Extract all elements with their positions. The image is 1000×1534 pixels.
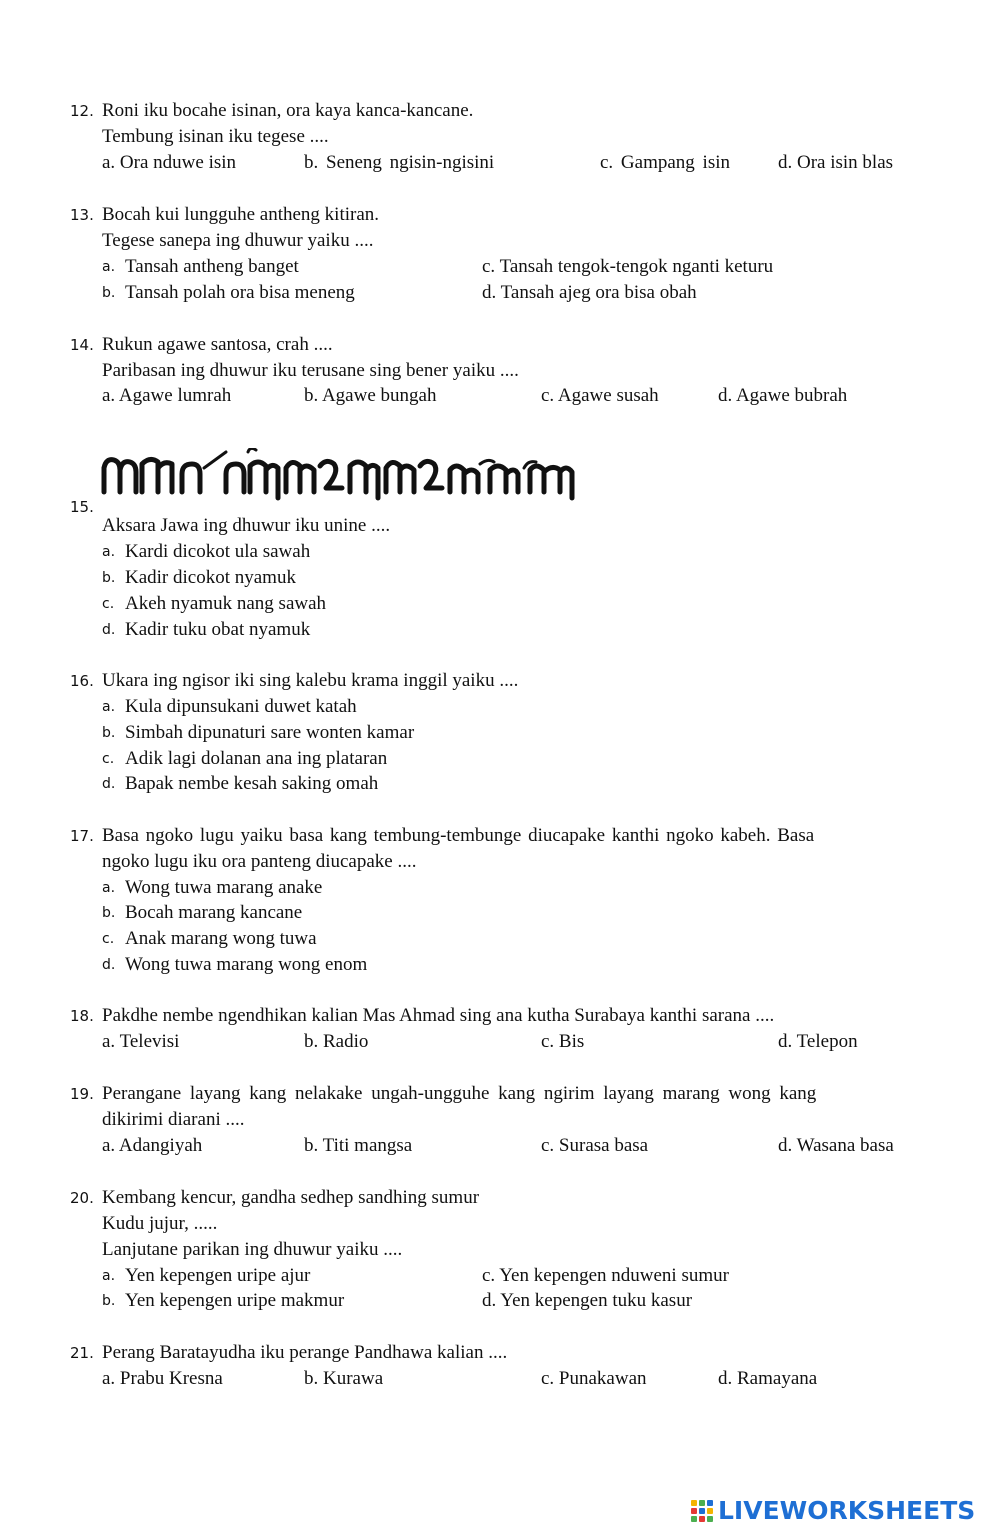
option-a[interactable]: Wong tuwa marang anake xyxy=(125,877,323,898)
question-stem: ngoko lugu iku ora panteng diucapake .... xyxy=(102,851,417,872)
question-stem: Kudu jujur, ..... xyxy=(102,1213,218,1234)
option-letter: b. xyxy=(102,905,116,921)
option-d[interactable]: d. Telepon xyxy=(778,1031,858,1052)
option-letter: a. xyxy=(102,1268,116,1284)
question-number: 16. xyxy=(70,672,94,690)
option-c[interactable]: Akeh nyamuk nang sawah xyxy=(125,593,327,614)
option-d[interactable]: d. Wasana basa xyxy=(778,1135,894,1156)
option-b[interactable]: b. Seneng ngisin-ngisini xyxy=(304,152,495,173)
option-letter: d. xyxy=(102,776,116,792)
option-d[interactable]: d. Yen kepengen tuku kasur xyxy=(482,1290,693,1311)
option-b[interactable]: b. Kurawa xyxy=(304,1368,384,1389)
option-c[interactable]: c. Agawe susah xyxy=(541,385,659,406)
question-stem: Kembang kencur, gandha sedhep sandhing sumur xyxy=(102,1187,480,1208)
option-d[interactable]: Kadir tuku obat nyamuk xyxy=(125,619,311,640)
brand-name: LIVEWORKSHEETS xyxy=(718,1496,976,1525)
option-d[interactable]: d. Ramayana xyxy=(718,1368,818,1389)
question-number: 12. xyxy=(70,102,94,120)
option-a[interactable]: a. Prabu Kresna xyxy=(102,1368,223,1389)
option-letter: a. xyxy=(102,699,116,715)
option-b[interactable]: b. Agawe bungah xyxy=(304,385,437,406)
option-letter: c. xyxy=(102,931,115,947)
option-b[interactable]: Tansah polah ora bisa meneng xyxy=(125,282,355,303)
question-stem: Tegese sanepa ing dhuwur yaiku .... xyxy=(102,230,374,251)
option-a[interactable]: a. Televisi xyxy=(102,1031,180,1052)
option-c[interactable]: c. Bis xyxy=(541,1031,585,1052)
option-letter: b. xyxy=(102,570,116,586)
option-c[interactable]: c. Gampang isin xyxy=(600,152,731,173)
liveworksheets-logo-icon xyxy=(690,1499,714,1523)
option-b[interactable]: b. Radio xyxy=(304,1031,369,1052)
option-a[interactable]: a. Adangiyah xyxy=(102,1135,203,1156)
option-b[interactable]: Yen kepengen uripe makmur xyxy=(125,1290,345,1311)
option-letter: b. xyxy=(102,285,116,301)
question-stem: Basa ngoko lugu yaiku basa kang tembung-tembunge diucapake kanthi ngoko kabeh. Basa xyxy=(102,825,815,846)
question-number: 14. xyxy=(70,336,94,354)
option-a[interactable]: Yen kepengen uripe ajur xyxy=(125,1265,311,1286)
question-stem: Lanjutane parikan ing dhuwur yaiku .... xyxy=(102,1239,403,1260)
javanese-script-image xyxy=(100,448,576,508)
question-stem: Perang Baratayudha iku perange Pandhawa kalian .... xyxy=(102,1342,508,1363)
option-d[interactable]: d. Tansah ajeg ora bisa obah xyxy=(482,282,697,303)
option-letter: a. xyxy=(102,880,116,896)
option-c[interactable]: Anak marang wong tuwa xyxy=(125,928,317,949)
option-d[interactable]: d. Agawe bubrah xyxy=(718,385,848,406)
option-b[interactable]: Kadir dicokot nyamuk xyxy=(125,567,296,588)
option-c[interactable]: c. Punakawan xyxy=(541,1368,647,1389)
option-c[interactable]: c. Tansah tengok-tengok nganti keturu xyxy=(482,256,774,277)
question-stem: Bocah kui lungguhe antheng kitiran. xyxy=(102,204,380,225)
question-number: 20. xyxy=(70,1189,94,1207)
question-number: 21. xyxy=(70,1344,94,1362)
question-stem: dikirimi diarani .... xyxy=(102,1109,245,1130)
option-c[interactable]: c. Surasa basa xyxy=(541,1135,649,1156)
option-b[interactable]: Bocah marang kancane xyxy=(125,902,303,923)
option-letter: a. xyxy=(102,259,116,275)
option-a[interactable]: a. Ora nduwe isin xyxy=(102,152,237,173)
option-letter: d. xyxy=(102,622,116,638)
question-stem: Paribasan ing dhuwur iku terusane sing bener yaiku .... xyxy=(102,360,519,381)
option-letter: c. xyxy=(102,596,115,612)
option-letter: c. xyxy=(102,751,115,767)
option-a[interactable]: Kula dipunsukani duwet katah xyxy=(125,696,357,717)
option-d[interactable]: Wong tuwa marang wong enom xyxy=(125,954,368,975)
option-d[interactable]: Bapak nembe kesah saking omah xyxy=(125,773,379,794)
option-letter: a. xyxy=(102,544,116,560)
option-d[interactable]: d. Ora isin blas xyxy=(778,152,894,173)
question-number: 15. xyxy=(70,498,94,516)
option-a[interactable]: Tansah antheng banget xyxy=(125,256,299,277)
question-stem: Aksara Jawa ing dhuwur iku unine .... xyxy=(102,515,391,536)
question-number: 19. xyxy=(70,1085,94,1103)
option-a[interactable]: Kardi dicokot ula sawah xyxy=(125,541,311,562)
question-number: 17. xyxy=(70,827,94,845)
option-letter: b. xyxy=(102,725,116,741)
question-stem: Perangane layang kang nelakake ungah-ungguhe kang ngirim layang marang wong kang xyxy=(102,1083,817,1104)
option-letter: b. xyxy=(102,1293,116,1309)
question-stem: Tembung isinan iku tegese .... xyxy=(102,126,329,147)
question-stem: Ukara ing ngisor iki sing kalebu krama inggil yaiku .... xyxy=(102,670,519,691)
option-b[interactable]: b. Titi mangsa xyxy=(304,1135,413,1156)
question-number: 18. xyxy=(70,1007,94,1025)
option-b[interactable]: Simbah dipunaturi sare wonten kamar xyxy=(125,722,415,743)
question-number: 13. xyxy=(70,206,94,224)
question-stem: Rukun agawe santosa, crah .... xyxy=(102,334,333,355)
option-c[interactable]: c. Yen kepengen nduweni sumur xyxy=(482,1265,729,1286)
option-letter: d. xyxy=(102,957,116,973)
question-stem: Roni iku bocahe isinan, ora kaya kanca-kancane. xyxy=(102,100,474,121)
option-a[interactable]: a. Agawe lumrah xyxy=(102,385,232,406)
option-c[interactable]: Adik lagi dolanan ana ing plataran xyxy=(125,748,388,769)
question-stem: Pakdhe nembe ngendhikan kalian Mas Ahmad sing ana kutha Surabaya kanthi sarana .... xyxy=(102,1005,775,1026)
